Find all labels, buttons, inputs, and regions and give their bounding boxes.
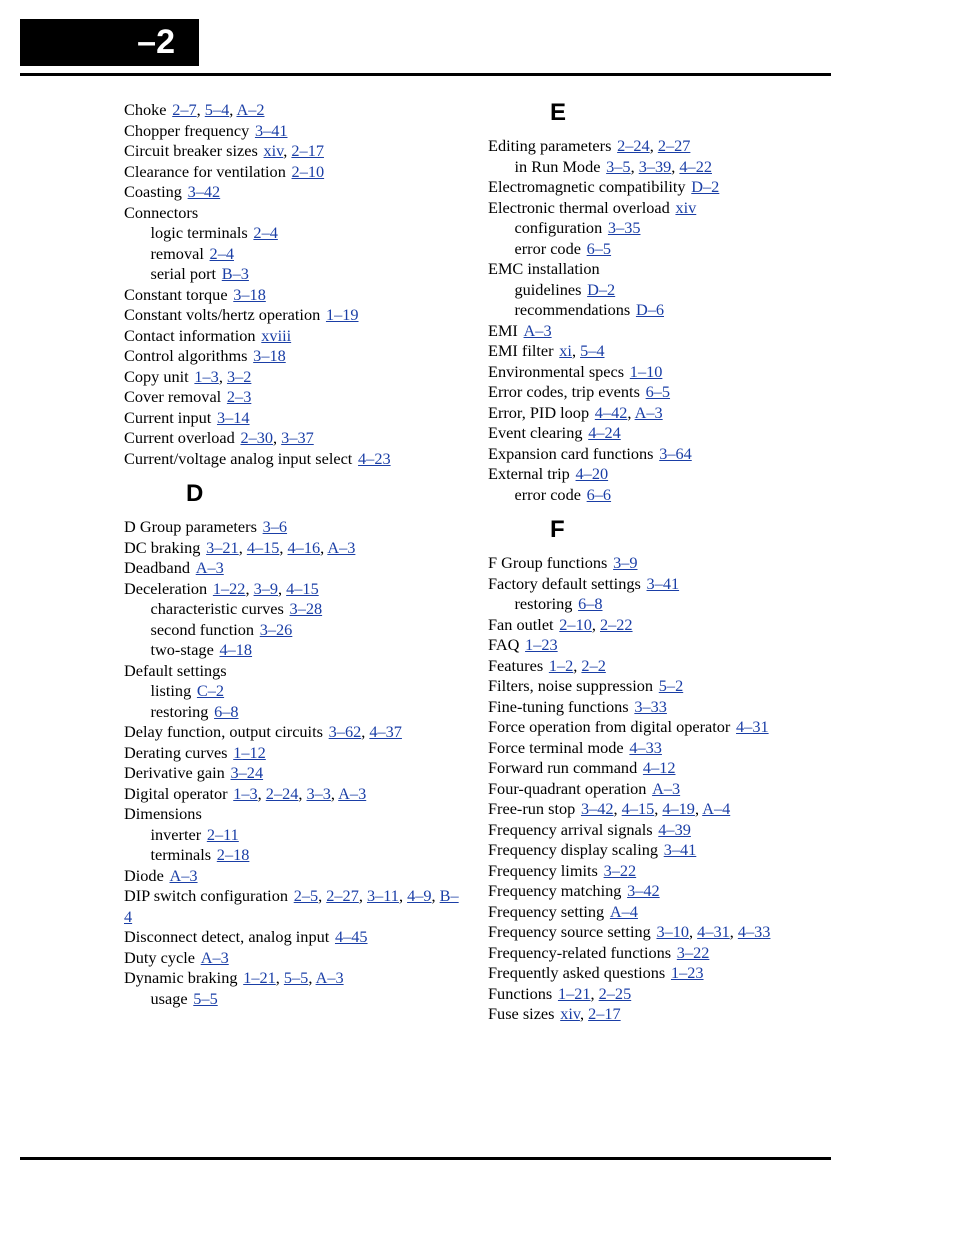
page-ref-link[interactable]: xviii: [261, 325, 292, 345]
index-term: Frequency-related functions: [488, 942, 672, 962]
index-entry: Editing parameters 2–24, 2–27: [488, 136, 691, 155]
page-ref-link[interactable]: 2–30: [240, 428, 274, 447]
index-term: Features: [488, 655, 544, 675]
page-ref-link[interactable]: 3–21: [206, 537, 239, 557]
index-term: Constant volts/hertz operation: [124, 305, 321, 324]
index-entry: [488, 820, 828, 841]
index-term: Control algorithms: [124, 346, 248, 365]
index-term: two-stage: [150, 640, 214, 659]
index-term: Event clearing: [488, 423, 583, 442]
index-term: F Group functions: [488, 553, 608, 572]
index-term: error code: [514, 484, 581, 504]
index-term: Delay function, output circuits: [124, 722, 323, 741]
page-ref-link[interactable]: 2–27: [657, 136, 691, 155]
index-entry: EMI filter xi, 5–4: [488, 341, 605, 360]
index-term: Free-run stop: [488, 799, 576, 818]
page-ref-link[interactable]: 1–3: [233, 783, 258, 803]
index-entry: Digital operator 1–3, 2–24, 3–3, A–3: [124, 783, 367, 803]
page-ref-link[interactable]: 2–22: [599, 614, 633, 634]
index-entry: [488, 444, 828, 465]
page-ref-link[interactable]: 3–24: [230, 763, 264, 782]
index-entry: [124, 866, 464, 887]
index-term: Circuit breaker sizes: [124, 141, 258, 160]
page-ref-link[interactable]: A–2: [236, 100, 265, 119]
index-entry: Features 1–2, 2–2: [488, 655, 606, 675]
index-term: Environmental specs: [488, 361, 625, 381]
page-ref-link[interactable]: 2–5: [293, 886, 319, 905]
index-entry: [488, 902, 828, 923]
index-entry: [124, 661, 464, 682]
index-term: D Group parameters: [124, 517, 257, 536]
page-ref-link[interactable]: 3–14: [216, 407, 250, 427]
index-term: Frequency limits: [488, 860, 598, 880]
page-ref-link[interactable]: A–4: [609, 901, 638, 921]
index-term: Frequency source setting: [488, 922, 651, 941]
index-entry: Frequency source setting 3–10, 4–31, 4–33: [488, 922, 771, 941]
page-ref-link[interactable]: 4–33: [629, 737, 662, 757]
index-term: Deadband: [124, 558, 190, 577]
index-entry: [124, 408, 464, 429]
index-term: EMC installation: [488, 259, 600, 278]
page-ref-link[interactable]: 1–3: [194, 366, 219, 386]
page-ref-link[interactable]: 2–17: [588, 1004, 621, 1023]
page-ref-link[interactable]: 4–39: [658, 819, 691, 839]
index-term: External trip: [488, 464, 570, 483]
index-term: Frequency setting: [488, 901, 605, 921]
page-ref-link[interactable]: 2–11: [206, 824, 239, 844]
index-entry: [488, 574, 828, 595]
index-entry: [488, 259, 828, 280]
index-entry: [488, 553, 828, 574]
index-term: Current/voltage analog input select: [124, 448, 353, 468]
index-term: Force terminal mode: [488, 737, 624, 757]
index-term: Constant torque: [124, 284, 228, 304]
page-ref-link[interactable]: 4–22: [679, 156, 712, 176]
index-term: DC braking: [124, 537, 201, 557]
index-entry: [124, 558, 464, 579]
index-term: Cover removal: [124, 387, 222, 406]
index-entry: [124, 162, 464, 183]
page-ref-link[interactable]: 2–17: [291, 141, 324, 160]
index-term: Chopper frequency: [124, 120, 250, 140]
page-ref-link[interactable]: A–4: [702, 799, 731, 818]
index-term: Copy unit: [124, 366, 189, 386]
index-entry: [488, 635, 828, 656]
index-term: Fine-tuning functions: [488, 696, 629, 716]
index-term: Fan outlet: [488, 614, 554, 634]
index-subentry: [124, 244, 464, 265]
index-entry: [488, 881, 828, 902]
page-ref-link[interactable]: 3–9: [253, 578, 278, 598]
page-ref-link[interactable]: 4–20: [575, 464, 609, 483]
page-ref-link[interactable]: 3–28: [289, 599, 323, 618]
index-entry: [488, 676, 828, 697]
index-term: Editing parameters: [488, 136, 612, 155]
page-ref-link[interactable]: 6–8: [214, 701, 239, 721]
index-entry: Free-run stop 3–42, 4–15, 4–19, A–4: [488, 799, 731, 818]
page-ref-link[interactable]: 3–42: [627, 881, 660, 900]
page-ref-link[interactable]: 3–6: [262, 517, 288, 536]
page-ref-link[interactable]: 4–15: [621, 799, 655, 818]
index-term: Fuse sizes: [488, 1004, 555, 1023]
page-ref-link[interactable]: A–3: [200, 947, 229, 967]
index-term: Derivative gain: [124, 763, 225, 782]
index-term: Digital operator: [124, 783, 228, 803]
index-entry: [124, 948, 464, 969]
page-ref-link[interactable]: 4–12: [642, 758, 676, 777]
index-term: DIP switch configuration: [124, 886, 288, 905]
page-ref-link[interactable]: 1–21: [557, 983, 591, 1003]
index-entry: [124, 763, 464, 784]
page-ref-link[interactable]: 1–22: [212, 578, 246, 598]
page-ref-link[interactable]: 3–41: [254, 120, 288, 140]
page-ref-link[interactable]: 6–5: [586, 238, 612, 258]
page-ref-link[interactable]: 4–45: [334, 927, 368, 946]
index-subentry: [124, 599, 464, 620]
page-ref-link[interactable]: 1–2: [548, 655, 574, 675]
index-entry: Error, PID loop 4–42, A–3: [488, 402, 663, 422]
index-term: Contact information: [124, 325, 256, 345]
page-ref-link[interactable]: 2–3: [226, 387, 252, 406]
section-letter-f: F: [550, 516, 565, 543]
page-ref-link[interactable]: D–2: [587, 279, 616, 299]
index-term: Error, PID loop: [488, 402, 590, 422]
page-ref-link[interactable]: 2–10: [559, 614, 592, 634]
page-ref-link[interactable]: 2–7: [172, 100, 197, 119]
index-subentry: [488, 300, 828, 321]
page-ref-link[interactable]: 2–18: [216, 845, 250, 864]
index-term: EMI: [488, 320, 518, 340]
index-subentry: [124, 825, 464, 846]
page-ref-link[interactable]: 2–24: [265, 783, 299, 803]
header-rule: [20, 73, 831, 76]
index-entry: [124, 517, 464, 538]
page-ref-link[interactable]: 3–5: [606, 156, 631, 176]
index-subentry: [488, 218, 828, 239]
index-term: listing: [150, 681, 192, 700]
page-ref-link[interactable]: 1–21: [243, 968, 276, 987]
index-term: error code: [514, 238, 581, 258]
index-term: Connectors: [124, 202, 199, 222]
page-ref-link[interactable]: A–3: [634, 402, 663, 422]
page-ref-link[interactable]: 4–33: [737, 922, 771, 941]
index-term: serial port: [150, 264, 217, 283]
page-ref-link[interactable]: 3–22: [676, 942, 710, 962]
index-entry: [488, 321, 828, 342]
index-subentry: [124, 702, 464, 723]
index-term: Electronic thermal overload: [488, 197, 670, 217]
page-ref-link[interactable]: A–3: [652, 778, 681, 798]
index-subentry: [488, 594, 828, 615]
page-ref-link[interactable]: A–3: [523, 320, 552, 340]
page-ref-link[interactable]: 4–9: [407, 886, 432, 905]
index-term: Frequency arrival signals: [488, 819, 653, 839]
index-term: Electromagnetic compatibility: [488, 177, 686, 196]
index-entry: [124, 326, 464, 347]
index-entry: [488, 198, 828, 219]
section-letter-e: E: [550, 99, 567, 126]
page-ref-link[interactable]: 3–42: [187, 182, 221, 201]
index-term: Factory default settings: [488, 573, 641, 593]
page-ref-link[interactable]: 4–23: [358, 448, 391, 468]
index-term: restoring: [514, 594, 573, 613]
index-term: guidelines: [514, 279, 582, 299]
index-term: Error codes, trip events: [488, 382, 640, 401]
page-ref-link[interactable]: A–3: [327, 537, 356, 557]
index-term: Functions: [488, 983, 553, 1003]
page-ref-link[interactable]: 3–39: [638, 156, 672, 176]
page-ref-link[interactable]: xiv: [560, 1004, 580, 1023]
page-ref-link[interactable]: xiv: [263, 141, 284, 160]
index-term: Choke: [124, 100, 167, 119]
page-ref-link[interactable]: 3–11: [366, 886, 399, 905]
page-ref-link[interactable]: 4–37: [369, 722, 402, 741]
index-entry: Fuse sizes xiv, 2–17: [488, 1004, 621, 1023]
index-term: Duty cycle: [124, 947, 195, 967]
index-entry: [124, 804, 464, 825]
index-entry: [488, 861, 828, 882]
page-ref-link[interactable]: 2–10: [291, 161, 325, 181]
index-entry: Delay function, output circuits 3–62, 4–37: [124, 722, 402, 741]
page-ref-link[interactable]: 3–2: [226, 366, 252, 386]
index-term: Frequency display scaling: [488, 840, 659, 859]
index-term: Deceleration: [124, 578, 208, 598]
index-entry: [124, 346, 464, 367]
index-entry: [124, 449, 464, 470]
index-term: in Run Mode: [514, 156, 601, 176]
index-entry: [488, 758, 828, 779]
page-ref-link[interactable]: A–3: [169, 865, 198, 885]
page-ref-link[interactable]: 1–10: [629, 361, 663, 381]
index-entry: [488, 362, 828, 383]
index-entry: Fan outlet 2–10, 2–22: [488, 614, 633, 634]
index-entry: [488, 382, 828, 403]
page-ref-link[interactable]: 4–15: [286, 578, 319, 598]
index-term: usage: [150, 988, 188, 1008]
index-term: Frequency matching: [488, 881, 622, 900]
page-ref-link[interactable]: 3–42: [580, 799, 614, 818]
page-ref-link[interactable]: 3–64: [659, 443, 692, 463]
footer-rule: [20, 1157, 831, 1160]
index-subentry: [488, 239, 828, 260]
index-entry: [488, 943, 828, 964]
index-entry: [124, 182, 464, 203]
index-subentry: [124, 640, 464, 661]
index-term: Four-quadrant operation: [488, 778, 647, 798]
page-ref-link[interactable]: 6–8: [578, 594, 603, 613]
index-term: Dynamic braking: [124, 968, 238, 987]
index-term: Forward run command: [488, 758, 638, 777]
index-term: inverter: [150, 824, 202, 844]
page-ref-link[interactable]: 5–5: [193, 988, 218, 1008]
index-subentry: [124, 620, 464, 641]
index-entry: [488, 779, 828, 800]
index-term: Default settings: [124, 660, 227, 680]
page-ref-link[interactable]: 6–6: [586, 484, 612, 504]
index-entry: [488, 423, 828, 444]
page-ref-link[interactable]: 4–15: [246, 537, 280, 557]
page-ref-link[interactable]: C–2: [196, 681, 225, 700]
index-entry: [124, 927, 464, 948]
index-term: recommendations: [514, 300, 631, 319]
index-subentry: [124, 264, 464, 285]
index-subentry: [124, 845, 464, 866]
index-entry: DC braking 3–21, 4–15, 4–16, A–3: [124, 537, 356, 557]
index-term: logic terminals: [150, 223, 248, 242]
page-ref-link[interactable]: 2–27: [326, 886, 359, 905]
index-column-left: [124, 100, 464, 1009]
index-term: Frequently asked questions: [488, 963, 666, 982]
page-ref-link[interactable]: 4–31: [697, 922, 730, 941]
page-ref-link[interactable]: 5–5: [283, 968, 309, 987]
page-ref-link[interactable]: A–3: [195, 558, 224, 577]
page-ref-link[interactable]: 3–41: [663, 840, 697, 859]
page-ref-link[interactable]: 1–12: [233, 742, 266, 762]
index-term: Current overload: [124, 428, 235, 447]
index-term: Derating curves: [124, 742, 228, 762]
index-term: Disconnect detect, analog input: [124, 927, 330, 946]
page-ref-link[interactable]: 3–62: [328, 722, 362, 741]
page-ref-link[interactable]: 3–41: [646, 573, 680, 593]
page-ref-link[interactable]: A–3: [315, 968, 344, 987]
index-term: configuration: [514, 218, 603, 237]
page-ref-link[interactable]: 3–18: [253, 346, 286, 365]
index-term: Clearance for ventilation: [124, 161, 286, 181]
page-ref-link[interactable]: D–6: [635, 300, 664, 319]
index-subentry: [124, 681, 464, 702]
section-letter-d: D: [186, 480, 204, 507]
page-ref-link[interactable]: 3–9: [613, 553, 638, 572]
index-subentry: [488, 485, 828, 506]
page-ref-link[interactable]: 2–2: [581, 655, 606, 675]
index-term: Expansion card functions: [488, 443, 654, 463]
page-ref-link[interactable]: 3–37: [281, 428, 314, 447]
index-entry: [488, 697, 828, 718]
index-term: Current input: [124, 407, 212, 427]
page-ref-link[interactable]: 4–31: [736, 717, 769, 736]
index-entry: Deceleration 1–22, 3–9, 4–15: [124, 578, 319, 598]
index-subentry: [488, 280, 828, 301]
page-ref-link[interactable]: 4–24: [588, 423, 621, 442]
index-term: Filters, noise suppression: [488, 676, 654, 695]
index-term: second function: [150, 619, 255, 639]
page-ref-link[interactable]: D–2: [691, 177, 720, 196]
index-term: Force operation from digital operator: [488, 717, 731, 736]
index-entry: [124, 285, 464, 306]
index-entry: [124, 743, 464, 764]
page-ref-link[interactable]: B–4: [124, 886, 459, 926]
index-entry: Choke 2–7, 5–4, A–2: [124, 100, 265, 119]
index-entry: [488, 963, 828, 984]
index-term: EMI filter: [488, 341, 554, 360]
index-entry: [488, 717, 828, 738]
index-entry: [488, 738, 828, 759]
index-subentry: [124, 223, 464, 244]
index-term: FAQ: [488, 635, 520, 654]
index-term: Coasting: [124, 182, 182, 201]
page-ref-link[interactable]: 5–2: [658, 676, 684, 695]
index-entry: [488, 464, 828, 485]
index-subentry: [124, 989, 464, 1010]
page-ref-link[interactable]: 3–3: [306, 783, 331, 803]
index-entry: DIP switch configuration 2–5, 2–27, 3–11, 4–9, B–4: [124, 886, 459, 926]
index-term: terminals: [150, 845, 212, 864]
page-ref-link[interactable]: 3–33: [634, 696, 667, 716]
page-ref-link[interactable]: A–3: [338, 783, 367, 803]
page-ref-link[interactable]: 3–26: [259, 619, 293, 639]
index-entry: [124, 121, 464, 142]
page-ref-link[interactable]: 2–4: [209, 243, 234, 263]
index-subentry: in Run Mode 3–5, 3–39, 4–22: [514, 156, 712, 176]
page-ref-link[interactable]: 3–18: [233, 284, 266, 304]
page-ref-link[interactable]: 4–19: [662, 799, 695, 818]
index-term: restoring: [150, 701, 209, 721]
page-number-tab: –2: [20, 19, 199, 66]
page-ref-link[interactable]: 3–35: [607, 218, 641, 237]
page-ref-link[interactable]: 1–19: [325, 305, 359, 324]
index-entry: Circuit breaker sizes xiv, 2–17: [124, 141, 324, 160]
page-ref-link[interactable]: xi: [559, 341, 572, 360]
page-ref-link[interactable]: 4–42: [594, 402, 628, 422]
index-term: Dimensions: [124, 804, 202, 823]
index-term: Diode: [124, 865, 164, 885]
index-entry: Functions 1–21, 2–25: [488, 983, 632, 1003]
page-ref-link[interactable]: 2–4: [253, 223, 278, 242]
page-ref-link[interactable]: 5–4: [580, 341, 605, 360]
page-ref-link[interactable]: 6–5: [645, 382, 671, 401]
index-entry: [124, 305, 464, 326]
page-ref-link[interactable]: 3–10: [656, 922, 690, 941]
page-ref-link[interactable]: xiv: [675, 197, 697, 217]
index-entry: Copy unit 1–3, 3–2: [124, 366, 252, 386]
index-column-right: [488, 100, 828, 1025]
page-ref-link[interactable]: 3–22: [603, 860, 637, 880]
index-entry: [488, 177, 828, 198]
page-ref-link[interactable]: B–3: [221, 264, 249, 283]
page-ref-link[interactable]: 2–25: [598, 983, 632, 1003]
index-term: removal: [150, 243, 204, 263]
index-term: characteristic curves: [150, 599, 284, 618]
page-ref-link[interactable]: 4–18: [219, 640, 253, 659]
index-entry: Current overload 2–30, 3–37: [124, 428, 314, 447]
page-ref-link[interactable]: 5–4: [204, 100, 230, 119]
page-ref-link[interactable]: 4–16: [287, 537, 321, 557]
index-entry: [124, 203, 464, 224]
index-entry: Dynamic braking 1–21, 5–5, A–3: [124, 968, 344, 987]
index-entry: [488, 840, 828, 861]
page-ref-link[interactable]: 1–23: [670, 963, 704, 982]
page-ref-link[interactable]: 1–23: [525, 635, 558, 654]
page-ref-link[interactable]: 2–24: [617, 136, 650, 155]
index-entry: [124, 387, 464, 408]
